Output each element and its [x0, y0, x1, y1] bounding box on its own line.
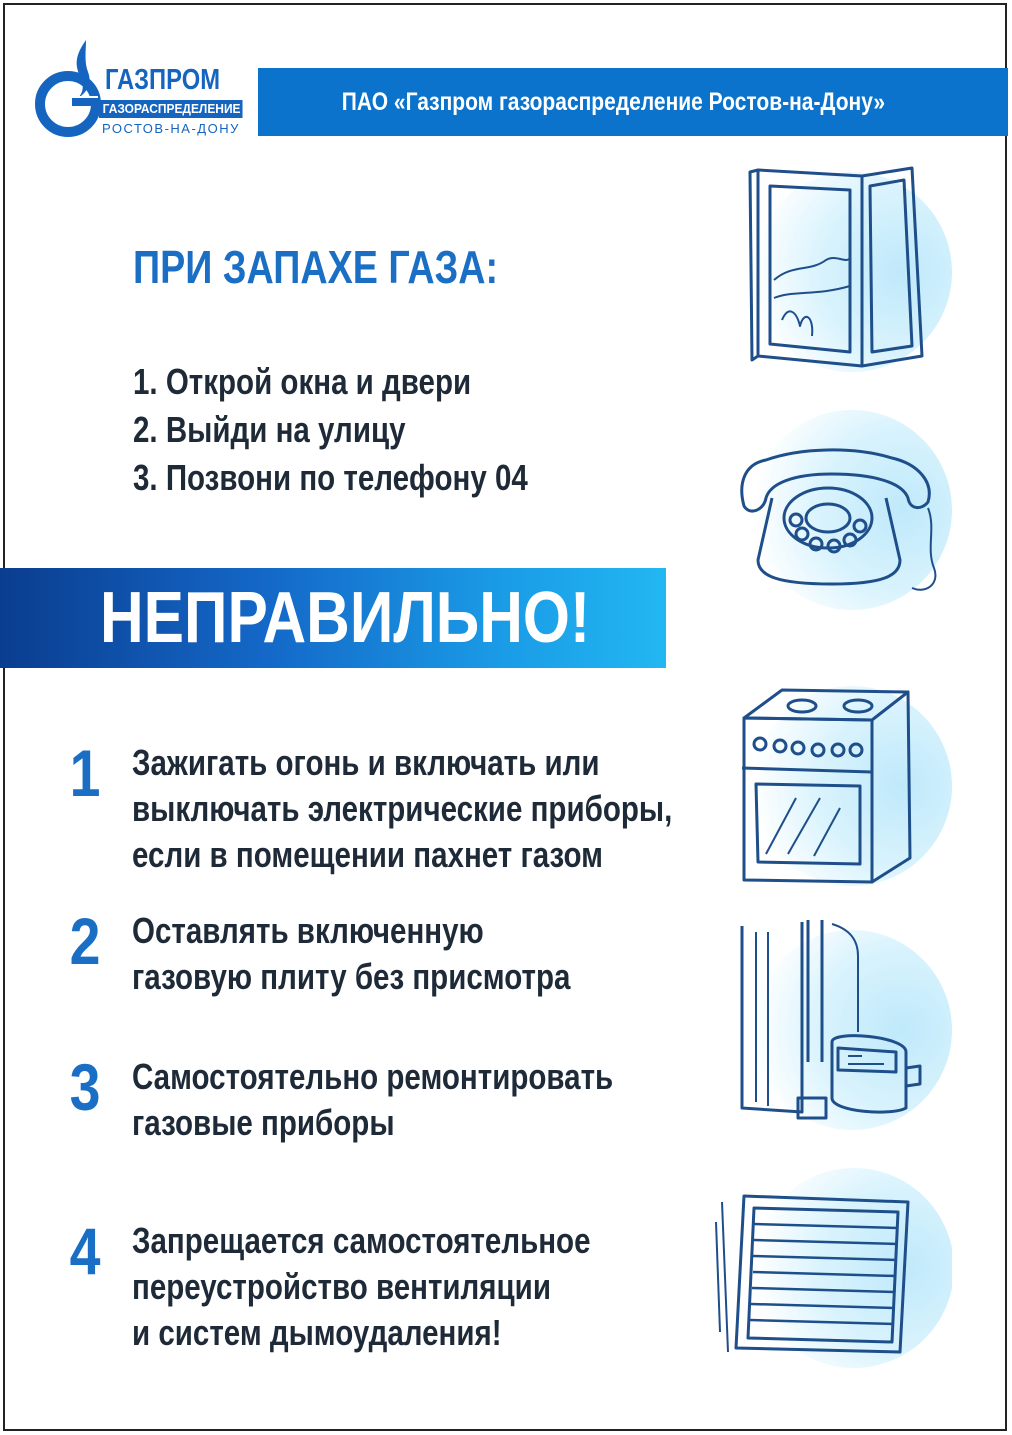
- step-1: 1. Открой окна и двери: [133, 361, 472, 402]
- step-3: 3. Позвони по телефону 04: [133, 457, 528, 498]
- prohibition-line: и систем дымоудаления!: [132, 1312, 502, 1353]
- gazprom-flame-icon: [30, 34, 110, 144]
- prohibition-number: 4: [69, 1214, 101, 1288]
- prohibition-text: [132, 1218, 752, 1356]
- prohibition-line: если в помещении пахнет газом: [132, 834, 603, 875]
- gas-smell-title: ПРИ ЗАПАХЕ ГАЗА:: [133, 241, 499, 293]
- wrong-banner-text: НЕПРАВИЛЬНО!: [100, 578, 591, 658]
- logo-subtitle: ГАЗОРАСПРЕДЕЛЕНИЕ: [99, 100, 243, 118]
- header-title: ПАО «Газпром газораспределение Ростов-на-Дону»: [341, 87, 885, 116]
- prohibition-number: 1: [69, 736, 101, 810]
- step-2: 2. Выйди на улицу: [133, 409, 406, 450]
- gazprom-logo: [30, 34, 240, 144]
- prohibition-text: [132, 908, 752, 1000]
- logo-name: ГАЗПРОМ: [105, 64, 221, 96]
- open-window-icon: [722, 160, 952, 390]
- ventilation-grille-icon: [702, 1142, 952, 1392]
- gas-stove-icon: [722, 668, 952, 898]
- prohibition-line: Зажигать огонь и включать или: [132, 742, 600, 783]
- prohibition-text: [132, 740, 752, 878]
- prohibition-line: газовую плиту без присмотра: [132, 956, 571, 997]
- prohibition-line: выключать электрические приборы,: [132, 788, 673, 829]
- prohibition-number: 2: [69, 904, 101, 978]
- rotary-phone-icon: [722, 398, 952, 628]
- prohibition-line: газовые приборы: [132, 1102, 395, 1143]
- prohibition-line: Самостоятельно ремонтировать: [132, 1056, 614, 1097]
- prohibition-number: 3: [69, 1050, 101, 1124]
- gas-smell-steps: [133, 358, 693, 502]
- header-bar: [258, 68, 1008, 136]
- prohibition-line: Запрещается самостоятельное: [132, 1220, 591, 1261]
- wrong-banner: [0, 568, 666, 668]
- prohibition-line: Оставлять включенную: [132, 910, 484, 951]
- prohibition-text: [132, 1054, 752, 1146]
- prohibition-line: переустройство вентиляции: [132, 1266, 551, 1307]
- gas-meter-icon: [722, 912, 952, 1142]
- logo-city: РОСТОВ-НА-ДОНУ: [102, 121, 240, 136]
